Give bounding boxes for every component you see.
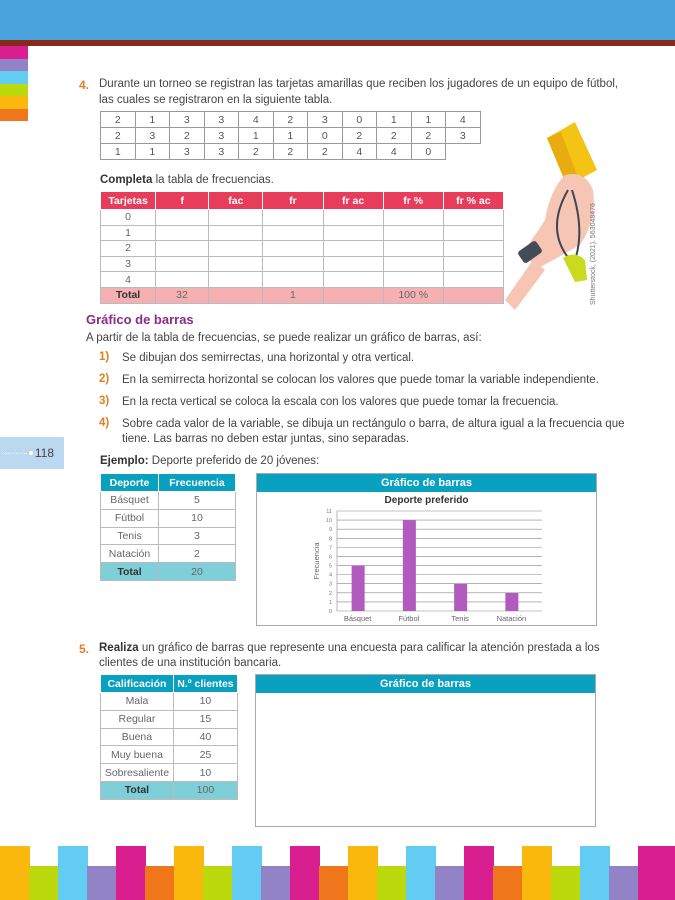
cell: 2	[273, 112, 308, 128]
input-cell[interactable]	[209, 256, 263, 272]
total-f: 32	[156, 287, 209, 303]
table-row	[101, 241, 504, 257]
referee-hand-illustration	[505, 110, 615, 310]
chart-title: Deporte preferido	[384, 495, 469, 506]
cell: Natación	[101, 545, 159, 563]
cell: Muy buena	[101, 746, 174, 764]
cell: Regular	[101, 710, 174, 728]
bar	[352, 566, 365, 611]
x-tick-label: Fútbol	[398, 614, 420, 623]
svg-text:11: 11	[326, 509, 332, 515]
bar	[403, 520, 416, 611]
input-cell[interactable]	[263, 241, 323, 257]
total-fr: 1	[263, 287, 323, 303]
table-row	[101, 144, 481, 160]
step-4-number: 4)	[99, 417, 110, 429]
cell: 1	[135, 112, 170, 128]
cell: 4	[342, 144, 377, 160]
input-cell[interactable]	[263, 225, 323, 241]
input-cell[interactable]	[209, 225, 263, 241]
exercise-5-number: 5.	[79, 642, 90, 656]
cell: 1	[135, 144, 170, 160]
cell: 40	[173, 728, 237, 746]
svg-text:1: 1	[328, 599, 332, 606]
input-cell[interactable]	[156, 256, 209, 272]
section-title: Gráfico de barras	[86, 312, 194, 327]
x-tick-label: Tenis	[451, 614, 469, 623]
svg-text:3: 3	[328, 581, 332, 588]
cell: 1	[273, 128, 308, 144]
cell: Mala	[101, 693, 174, 711]
table-header-row	[101, 192, 504, 210]
input-cell[interactable]	[383, 210, 443, 226]
cell: 25	[173, 746, 237, 764]
cell: 3	[101, 256, 156, 272]
total-value: 100	[173, 781, 237, 799]
input-cell[interactable]	[156, 272, 209, 288]
header-deporte: Deporte	[101, 474, 159, 492]
cell: 2	[170, 128, 205, 144]
page-number-tab	[0, 437, 64, 469]
table-row	[101, 210, 504, 226]
input-cell[interactable]	[443, 241, 503, 257]
cell: 2	[101, 112, 136, 128]
cell: 0	[101, 210, 156, 226]
table-row	[101, 492, 236, 510]
input-cell[interactable]	[209, 241, 263, 257]
bank-survey-table	[100, 674, 238, 800]
input-cell[interactable]	[383, 256, 443, 272]
input-cell[interactable]	[209, 210, 263, 226]
cell: 4	[239, 112, 274, 128]
bar	[454, 584, 467, 611]
example-label	[100, 453, 319, 469]
cell: 3	[446, 128, 481, 144]
cell: 2	[158, 545, 235, 563]
cell: Básquet	[101, 492, 159, 510]
table-header-row	[101, 474, 236, 492]
cell: 3	[135, 128, 170, 144]
step-3-number: 3)	[99, 395, 110, 407]
x-tick-label: Básquet	[343, 614, 372, 623]
input-cell[interactable]	[383, 272, 443, 288]
table-row	[101, 128, 481, 144]
input-cell[interactable]	[323, 256, 383, 272]
chart-header: Gráfico de barras	[256, 675, 595, 693]
cell: Sobresaliente	[101, 764, 174, 782]
step-1-number: 1)	[99, 351, 110, 363]
cell: 10	[173, 764, 237, 782]
cell: 1	[101, 144, 136, 160]
side-color-stripes	[0, 46, 28, 121]
cell: 4	[446, 112, 481, 128]
section-intro: A partir de la tabla de frecuencias, se puede realizar un gráfico de barras, así:	[86, 332, 482, 344]
cell: 15	[173, 710, 237, 728]
exercise-4-number: 4.	[79, 78, 90, 92]
cell: 2	[273, 144, 308, 160]
cell: 3	[158, 527, 235, 545]
cell: 0	[411, 144, 446, 160]
bottom-color-band	[0, 846, 675, 900]
exercise-5-text-line1	[99, 640, 600, 656]
example-bold: Ejemplo:	[100, 455, 149, 467]
cell: 2	[239, 144, 274, 160]
cell: Tenis	[101, 527, 159, 545]
svg-text:2: 2	[328, 590, 332, 597]
instruction-rest: la tabla de frecuencias.	[152, 174, 274, 186]
svg-text:9: 9	[328, 527, 332, 534]
svg-text:8: 8	[328, 536, 332, 543]
cell: 1	[101, 225, 156, 241]
exercise-5-rest: un gráfico de barras que represente una encuesta para calificar la atención prestada a los	[138, 642, 600, 654]
blank-chart-box[interactable]	[255, 674, 596, 827]
table-row	[101, 256, 504, 272]
example-rest: Deporte preferido de 20 jóvenes:	[148, 455, 320, 467]
y-axis-label: Frecuencia	[312, 542, 321, 580]
table-row	[101, 272, 504, 288]
cell: 2	[377, 128, 412, 144]
input-cell[interactable]	[443, 272, 503, 288]
input-cell[interactable]	[323, 210, 383, 226]
header-tarjetas: Tarjetas	[101, 192, 156, 210]
input-cell[interactable]	[263, 210, 323, 226]
table-row	[101, 764, 238, 782]
input-cell[interactable]	[156, 225, 209, 241]
input-cell[interactable]	[209, 272, 263, 288]
input-cell[interactable]	[383, 241, 443, 257]
cell: 2	[411, 128, 446, 144]
raw-data-table	[100, 111, 481, 160]
exercise-5-text-line2: clientes de una institución bancaria.	[99, 657, 282, 669]
header-fr-ac: fr ac	[323, 192, 383, 210]
header-clientes: N.º clientes	[173, 675, 237, 693]
cell: 3	[204, 112, 239, 128]
header-line	[0, 40, 675, 46]
instruction-bold: Completa	[100, 174, 153, 186]
header-calificacion: Calificación	[101, 675, 174, 693]
bar-chart	[257, 506, 598, 626]
sport-frequency-table	[100, 473, 236, 581]
header-fr-pct: fr %	[383, 192, 443, 210]
input-cell[interactable]	[156, 210, 209, 226]
exercise-4-text-line1: Durante un torneo se registran las tarjetas amarillas que reciben los jugadores de un equipo de fútbol,	[99, 78, 619, 90]
svg-text:4: 4	[328, 572, 332, 579]
svg-text:0: 0	[328, 609, 332, 615]
cell: Fútbol	[101, 509, 159, 527]
cell: 10	[173, 693, 237, 711]
total-row	[101, 287, 504, 303]
header-frecuencia: Frecuencia	[158, 474, 235, 492]
cell: 1	[239, 128, 274, 144]
step-2-number: 2)	[99, 373, 110, 385]
table-row	[101, 746, 238, 764]
cell: 1	[411, 112, 446, 128]
dot-icon	[29, 451, 33, 455]
cell: 4	[377, 144, 412, 160]
total-label: Total	[101, 287, 156, 303]
input-cell[interactable]	[323, 272, 383, 288]
cell: 0	[342, 112, 377, 128]
cell: 2	[342, 128, 377, 144]
cell: 2	[101, 128, 136, 144]
table-row	[101, 112, 481, 128]
svg-text:10: 10	[325, 518, 332, 525]
input-cell[interactable]	[209, 287, 263, 303]
svg-text:5: 5	[328, 563, 332, 570]
cell: 10	[158, 509, 235, 527]
cell: 1	[377, 112, 412, 128]
table-row	[101, 693, 238, 711]
table-header-row	[101, 675, 238, 693]
header-f: f	[156, 192, 209, 210]
step-4-text-line2: tiene. Las barras no deben estar juntas, sino separadas.	[122, 433, 410, 445]
total-value: 20	[158, 563, 235, 581]
image-credit: Shutterstock, (2021). 563048476	[590, 203, 597, 305]
input-cell[interactable]	[443, 210, 503, 226]
header-fr-pct-ac: fr % ac	[443, 192, 503, 210]
table-row	[101, 509, 236, 527]
header-band	[0, 0, 675, 40]
input-cell[interactable]	[323, 225, 383, 241]
step-4-text: Sobre cada valor de la variable, se dibuja un rectángulo o barra, de altura igual a la frecuencia que	[122, 418, 625, 430]
cell	[446, 144, 481, 160]
input-cell[interactable]	[443, 287, 503, 303]
header-fac: fac	[209, 192, 263, 210]
total-fr-pct: 100 %	[383, 287, 443, 303]
cell: 0	[308, 128, 343, 144]
input-cell[interactable]	[383, 225, 443, 241]
chart-header: Gráfico de barras	[257, 474, 596, 492]
dotted-line	[2, 453, 27, 454]
svg-text:7: 7	[328, 545, 332, 552]
input-cell[interactable]	[443, 256, 503, 272]
svg-text:6: 6	[328, 554, 332, 561]
total-label: Total	[101, 781, 174, 799]
cell: 3	[170, 112, 205, 128]
table-row	[101, 728, 238, 746]
cell: 5	[158, 492, 235, 510]
total-row	[101, 563, 236, 581]
input-cell[interactable]	[443, 225, 503, 241]
page-number: 118	[34, 446, 54, 460]
exercise-5-bold: Realiza	[99, 642, 139, 654]
frequency-table	[100, 191, 504, 304]
step-1-text: Se dibujan dos semirrectas, una horizontal y otra vertical.	[122, 352, 415, 364]
input-cell[interactable]	[263, 256, 323, 272]
complete-instruction	[100, 172, 274, 188]
cell: 3	[204, 128, 239, 144]
exercise-4-text-line2: las cuales se registraron en la siguiente tabla.	[99, 94, 333, 106]
input-cell[interactable]	[263, 272, 323, 288]
bar	[505, 593, 518, 611]
input-cell[interactable]	[323, 287, 383, 303]
input-cell[interactable]	[323, 241, 383, 257]
step-2-text: En la semirrecta horizontal se colocan los valores que puede tomar la variable independiente.	[122, 374, 599, 386]
header-fr: fr	[263, 192, 323, 210]
cell: 3	[308, 112, 343, 128]
table-row	[101, 225, 504, 241]
table-row	[101, 527, 236, 545]
cell: 4	[101, 272, 156, 288]
cell: Buena	[101, 728, 174, 746]
total-row	[101, 781, 238, 799]
input-cell[interactable]	[156, 241, 209, 257]
cell: 3	[170, 144, 205, 160]
total-label: Total	[101, 563, 159, 581]
cell: 3	[204, 144, 239, 160]
table-row	[101, 545, 236, 563]
table-row	[101, 710, 238, 728]
step-3-text: En la recta vertical se coloca la escala con los valores que puede tomar la frecuencia.	[122, 396, 559, 408]
example-chart-box	[256, 473, 597, 626]
cell: 2	[308, 144, 343, 160]
x-tick-label: Natación	[496, 614, 527, 623]
cell: 2	[101, 241, 156, 257]
